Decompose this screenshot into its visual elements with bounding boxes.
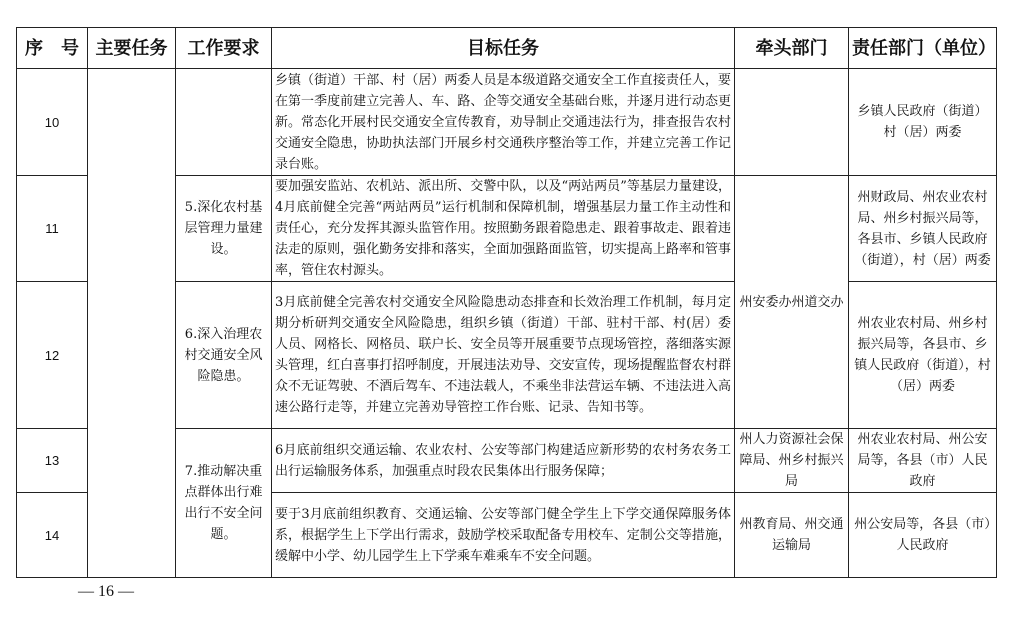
requirement-cell: 7.推动解决重点群体出行难出行不安全问题。	[176, 429, 272, 578]
responsible-cell: 州公安局等，各县（市）人民政府	[849, 493, 997, 578]
requirement-cell: 6.深入治理农村交通安全风险隐患。	[176, 282, 272, 429]
page-number: — 16 —	[78, 583, 134, 600]
main-task-cell	[88, 69, 176, 578]
lead-cell-merged: 州安委办州道交办	[735, 176, 849, 429]
header-responsible: 责任部门（单位）	[849, 28, 997, 69]
requirement-cell: 5.深化农村基层管理力量建设。	[176, 176, 272, 282]
table-header-row	[17, 28, 997, 69]
target-cell: 要加强安监站、农机站、派出所、交警中队，以及“两站两员”等基层力量建设，4月底前健全完善“两站两员”运行机制和保障机制，增强基层力量工作主动性和责任心，充分发挥其源头监管作用。按照勤务跟着隐患走、跟着事故走、跟着违法走的原则，强化勤务安排和落实，全面加强路面监管，切实提高上路率和管事率，管住农村源头。	[272, 176, 735, 282]
responsible-cell: 乡镇人民政府（街道）村（居）两委	[849, 69, 997, 176]
header-lead: 牵头部门	[735, 28, 849, 69]
header-seq: 序 号	[17, 28, 88, 69]
target-cell: 要于3月底前组织教育、交通运输、公安等部门健全学生上下学交通保障服务体系，根据学生上下学出行需求，鼓励学校采取配备专用校车、定制公交等措施，缓解中小学、幼儿园学生上下学乘车难乘车不安全问题。	[272, 493, 735, 578]
row-seq: 13	[17, 429, 88, 493]
row-seq: 12	[17, 282, 88, 429]
table-row	[17, 69, 997, 176]
target-cell: 3月底前健全完善农村交通安全风险隐患动态排查和长效治理工作机制，每月定期分析研判交通安全风险隐患，组织乡镇（街道）干部、驻村干部、村(居）委人员、网格长、网格员、联户长、安全员等开展重要节点现场管控，落细落实源头管理，红白喜事打招呼制度，开展违法劝导、交安宣传，现场提醒监督农村群众不无证驾驶、不酒后驾车、不违法载人，不乘坐非法营运车辆、不违法进入高速公路行走等，并建立完善劝导管控工作台账、记录、告知书等。	[272, 282, 735, 429]
task-table	[16, 27, 997, 578]
header-target: 目标任务	[272, 28, 735, 69]
requirement-cell-empty	[176, 69, 272, 176]
responsible-cell: 州农业农村局、州公安局等，各县（市）人民政府	[849, 429, 997, 493]
target-cell: 乡镇（街道）干部、村（居）两委人员是本级道路交通安全工作直接责任人，要在第一季度前建立完善人、车、路、企等交通安全基础台账，并逐月进行动态更新。常态化开展村民交通安全宣传教育，劝导制止交通违法行为，排查报告农村交通安全隐患，协助执法部门开展乡村交通秩序整治等工作，并建立完善工作记录台账。	[272, 69, 735, 176]
row-seq: 14	[17, 493, 88, 578]
lead-cell-empty	[735, 69, 849, 176]
target-cell: 6月底前组织交通运输、农业农村、公安等部门构建适应新形势的农村务农务工出行运输服务体系，加强重点时段农民集体出行服务保障；	[272, 429, 735, 493]
header-requirement: 工作要求	[176, 28, 272, 69]
responsible-cell: 州农业农村局、州乡村振兴局等，各县市、乡镇人民政府（街道），村（居）两委	[849, 282, 997, 429]
row-seq: 11	[17, 176, 88, 282]
lead-cell: 州人力资源社会保障局、州乡村振兴局	[735, 429, 849, 493]
responsible-cell: 州财政局、州农业农村局、州乡村振兴局等，各县市、乡镇人民政府（街道），村（居）两委	[849, 176, 997, 282]
lead-cell: 州教育局、州交通运输局	[735, 493, 849, 578]
row-seq: 10	[17, 69, 88, 176]
header-main-task: 主要任务	[88, 28, 176, 69]
